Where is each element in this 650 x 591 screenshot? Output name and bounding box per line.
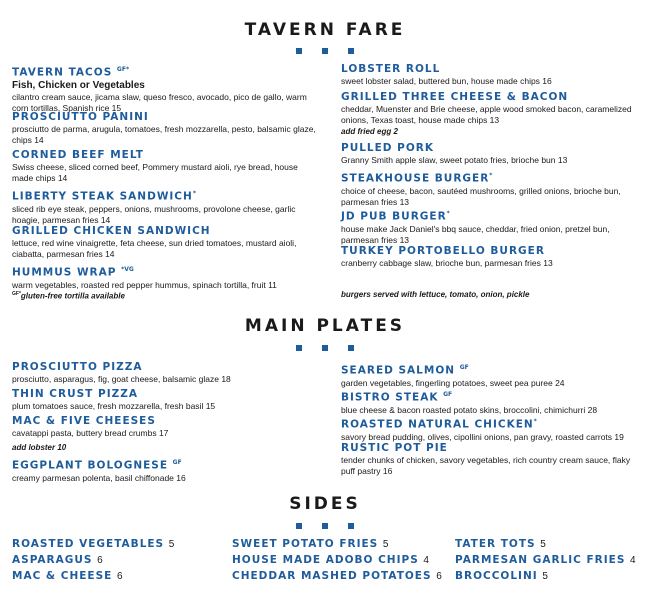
item-description: choice of cheese, bacon, sautéed mushrooms, grilled onions, brioche bun, parmesan fries 13 — [341, 185, 621, 207]
side-item — [455, 570, 548, 583]
item-name: PROSCIUTTO PANINI — [12, 111, 149, 123]
menu-item-mac-five-cheeses — [12, 415, 317, 439]
menu-item-roasted-natural-chicken — [341, 415, 646, 443]
menu-item-rustic-pot-pie — [341, 442, 646, 477]
side-item — [12, 554, 103, 567]
menu-item-lobster-roll — [341, 63, 646, 87]
gluten-free-note — [12, 291, 125, 301]
item-description: sliced rib eye steak, peppers, onions, mushrooms, provolone cheese, garlic hoagie, parmesan fries 14 — [12, 203, 296, 225]
tavern-fare-title: TAVERN FARE — [244, 20, 406, 40]
item-description: Granny Smith apple slaw, sweet potato fries, brioche bun 13 — [341, 155, 568, 165]
menu-item-thin-crust-pizza — [12, 388, 317, 412]
menu-item-jd-pub-burger — [341, 207, 646, 246]
item-name: CORNED BEEF MELT — [12, 149, 144, 161]
menu-item-hummus-wrap — [12, 263, 317, 291]
side-item — [12, 570, 123, 583]
item-description: blue cheese & bacon roasted potato skins, broccolini, chimichurri 28 — [341, 404, 598, 415]
side-price: 6 — [436, 571, 442, 582]
vg-tag: *VG — [121, 266, 134, 273]
side-item — [232, 538, 388, 551]
side-price: 5 — [382, 539, 389, 550]
item-description: warm vegetables, roasted red pepper hummus, spinach tortilla, fruit 11 — [12, 279, 277, 290]
menu-item-bistro-steak — [341, 388, 646, 416]
main-plates-divider — [0, 345, 650, 351]
item-description: house make Jack Daniel's bbq sauce, cheddar, fried onion, pretzel bun, parmesan fries 13 — [341, 223, 610, 245]
item-name: TURKEY PORTOBELLO BURGER — [341, 245, 545, 257]
star-tag: * — [192, 190, 196, 197]
item-description: tender chunks of chicken, savory vegetables, rich country cream sauce, flaky puff pastry 16 — [341, 455, 631, 476]
item-name: JD PUB BURGER — [341, 210, 447, 223]
sides-divider — [0, 523, 650, 529]
item-name: GRILLED CHICKEN SANDWICH — [12, 225, 211, 237]
add-lobster-note: add lobster 10 — [12, 443, 67, 452]
item-description: savory bread pudding, olives, cipollini onions, pan gravy, roasted carrots 19 — [341, 431, 624, 442]
burgers-note: burgers served with lettuce, tomato, onion, pickle — [341, 290, 530, 299]
side-name: ASPARAGUS — [12, 554, 93, 566]
side-name: SWEET POTATO FRIES — [232, 538, 379, 550]
item-subtitle: Fish, Chicken or Vegetables — [12, 79, 145, 91]
side-item — [455, 554, 636, 567]
gf-note-text: gluten-free tortilla available — [20, 291, 125, 301]
menu-item-eggplant-bolognese — [12, 456, 317, 484]
side-price: 5 — [542, 571, 548, 582]
menu-item-corned-beef-melt — [12, 149, 317, 184]
menu-item-liberty-steak-sandwich — [12, 187, 317, 226]
menu-item-tavern-tacos — [12, 63, 317, 114]
menu-item-seared-salmon — [341, 361, 646, 389]
side-price: 5 — [168, 539, 175, 550]
item-name: PULLED PORK — [341, 142, 434, 154]
item-name: HUMMUS WRAP — [12, 266, 117, 279]
main-plates-title: MAIN PLATES — [244, 316, 406, 336]
item-description: garden vegetables, fingerling potatoes, sweet pea puree 24 — [341, 377, 565, 388]
item-name: ROASTED NATURAL CHICKEN — [341, 418, 534, 431]
item-description: prosciutto de parma, arugula, tomatoes, fresh mozzarella, pesto, balsamic glaze, chips 14 — [12, 124, 316, 145]
side-item — [12, 538, 174, 551]
side-name: PARMESAN GARLIC FRIES — [455, 554, 626, 566]
item-name: THIN CRUST PIZZA — [12, 388, 138, 400]
star-tag: * — [533, 418, 537, 425]
item-description: plum tomatoes sauce, fresh mozzarella, fresh basil 15 — [12, 401, 216, 411]
side-price: 4 — [423, 555, 429, 566]
item-description: prosciutto, asparagus, fig, goat cheese, balsamic glaze 18 — [12, 374, 231, 384]
side-item — [232, 554, 429, 567]
gf-tag: GF* — [116, 66, 130, 73]
menu-item-turkey-portobello-burger — [341, 245, 646, 269]
menu-item-prosciutto-pizza — [12, 361, 317, 385]
item-name: LOBSTER ROLL — [341, 63, 441, 75]
item-description: creamy parmesan polenta, basil chiffonade 16 — [12, 472, 186, 483]
item-name: RUSTIC POT PIE — [341, 442, 448, 454]
menu-item-grilled-three-cheese-bacon — [341, 91, 646, 126]
side-item — [455, 538, 546, 551]
menu-item-grilled-chicken-sandwich — [12, 225, 317, 260]
item-description: Swiss cheese, sliced corned beef, Pommery mustard aioli, rye bread, house made chips 14 — [12, 162, 298, 183]
item-name: EGGPLANT BOLOGNESE — [12, 459, 169, 472]
item-description: cranberry cabbage slaw, brioche bun, parmesan fries 13 — [341, 258, 553, 268]
side-price: 6 — [97, 555, 103, 566]
item-description: cavatappi pasta, buttery bread crumbs 17 — [12, 428, 169, 438]
menu-item-steakhouse-burger — [341, 169, 646, 208]
side-price: 5 — [540, 539, 546, 550]
sides-title: SIDES — [289, 494, 361, 514]
item-description: cheddar, Muenster and Brie cheese, apple wood smoked bacon, caramelized onions, Texas toast, house made chips 13 — [341, 104, 632, 125]
menu-item-pulled-pork — [341, 142, 646, 166]
side-name: ROASTED VEGETABLES — [12, 538, 165, 550]
item-description: sweet lobster salad, buttered bun, house made chips 16 — [341, 76, 552, 86]
item-name: SEARED SALMON — [341, 364, 456, 377]
gf-note-tag: GF* — [12, 291, 21, 297]
item-description: cilantro cream sauce, jicama slaw, queso fresco, avocado, pico de gallo, warm corn tortillas, Spanish rice 15 — [12, 91, 307, 113]
star-tag: * — [489, 172, 493, 179]
side-price: 6 — [116, 571, 123, 582]
gf-tag: GF — [459, 364, 469, 371]
side-name: CHEDDAR MASHED POTATOES — [232, 570, 432, 582]
side-name: MAC & CHEESE — [12, 570, 113, 582]
item-name: TAVERN TACOS — [12, 66, 113, 79]
gf-tag: GF — [443, 391, 453, 398]
item-name: PROSCIUTTO PIZZA — [12, 361, 143, 373]
item-description: lettuce, red wine vinaigrette, feta cheese, sun dried tomatoes, mustard aioli, ciabatta, parmesan fries 14 — [12, 238, 297, 259]
item-name: MAC & FIVE CHEESES — [12, 415, 156, 427]
item-name: GRILLED THREE CHEESE & BACON — [341, 91, 569, 103]
side-name: TATER TOTS — [455, 538, 536, 550]
menu-item-prosciutto-panini — [12, 111, 317, 146]
side-name: HOUSE MADE ADOBO CHIPS — [232, 554, 419, 566]
item-name: BISTRO STEAK — [341, 391, 439, 404]
gf-tag: GF — [172, 459, 182, 466]
tavern-fare-divider — [0, 48, 650, 54]
side-name: BROCCOLINI — [455, 570, 538, 582]
side-item — [232, 570, 442, 583]
side-price: 4 — [630, 555, 636, 566]
item-name: LIBERTY STEAK SANDWICH — [12, 190, 193, 203]
add-fried-egg-note: add fried egg 2 — [341, 127, 398, 136]
star-tag: * — [446, 210, 450, 217]
item-name: STEAKHOUSE BURGER — [341, 172, 490, 185]
